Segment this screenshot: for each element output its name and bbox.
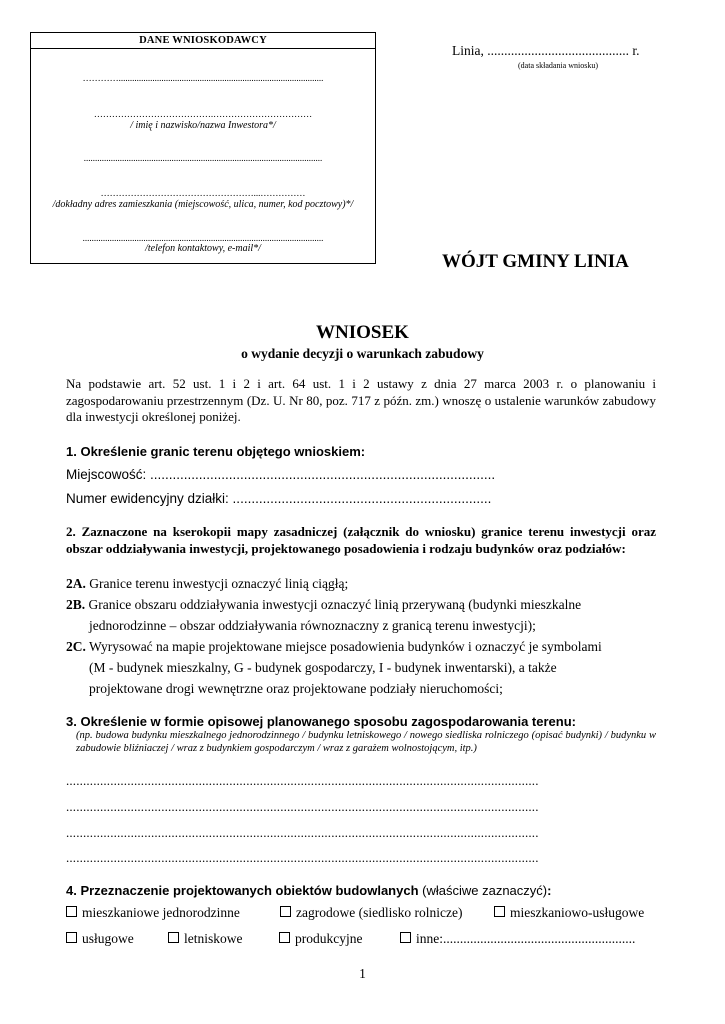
option-residential-service[interactable] [494,905,644,921]
point-2b-text-cont: jednorodzinne – obszar oddziaływania równoznaczny z granicą terenu inwestycji); [89,618,536,633]
section4-heading [66,883,551,898]
intro-text: Na podstawie art. 52 ust. 1 i 2 i art. 64 ust. 1 i 2 ustawy z dnia 27 marca 2003 r. o planowaniu i zagospodarowaniu przestrzennym (Dz. U. Nr 80, poz. 717 z późn. zm.) wnoszę o ustalenie warunków zabudowy dla inwestycji określonej poniżej. [66,376,656,424]
checkbox-icon[interactable] [280,906,291,917]
purpose-options-row-2 [66,931,656,949]
description-line-2[interactable]: ........................................................................................................................................... [66,799,539,814]
option-label: usługowe [82,931,134,946]
applicant-name-caption: / imię i nazwisko/nazwa Inwestora*/ [130,120,276,131]
applicant-address-field-line2[interactable]: ……………………………………………...…………… [100,188,306,198]
option-farmstead[interactable] [280,905,462,921]
parcel-number-field[interactable]: Numer ewidencyjny działki: ..................................................................... [66,491,492,506]
document-subtitle: o wydanie decyzji o warunkach zabudowy [241,346,484,361]
point-2b-text: Granice obszaru oddziaływania inwestycji oznaczyć linią przerywaną (budynki mieszkalne [88,597,582,612]
checkbox-icon[interactable] [279,932,290,943]
point-2c-text: Wyrysować na mapie projektowane miejsce posadowienia budynków i oznaczyć je symbolami [89,639,602,654]
option-production[interactable] [279,931,362,947]
option-service[interactable] [66,931,134,947]
checkbox-icon[interactable] [494,906,505,917]
description-line-4[interactable]: ........................................................................................................................................... [66,850,539,865]
date-caption: (data składania wniosku) [518,61,598,70]
option-label: mieszkaniowo-usługowe [510,905,645,920]
section4-heading-note: (właściwe zaznaczyć) [418,883,548,898]
checkbox-icon[interactable] [400,932,411,943]
applicant-address-field-line1[interactable]: .......................................................................................................... [83,153,323,163]
applicant-phone-field[interactable]: ........................................................................................................... [82,233,324,243]
page-number: 1 [359,966,366,981]
point-2b [66,594,656,636]
section4-heading-text: 4. Przeznaczenie projektowanych obiektów budowlanych [66,883,419,898]
description-line-3[interactable]: ........................................................................................................................................... [66,825,539,840]
option-label: produkcyjne [295,931,363,946]
applicant-name-field-line2[interactable]: ………………………………….…………………………… [93,109,313,119]
checkbox-icon[interactable] [66,932,77,943]
description-line-1[interactable]: ........................................................................................................................................... [66,773,539,788]
option-other[interactable] [400,931,635,947]
place-date-field[interactable]: Linia, .......................................... r. [452,43,640,58]
document-title: WNIOSEK [316,322,409,343]
purpose-options-row-1 [66,905,656,923]
section2-heading [66,524,656,557]
point-2c-label: 2C. [66,639,86,654]
locality-field[interactable]: Miejscowość: ............................................................................................ [66,467,496,482]
point-2a-text: Granice terenu inwestycji oznaczyć linią ciągłą; [89,576,349,591]
option-label: inne:......................................................... [416,931,636,946]
section4-heading-colon: : [547,883,552,898]
option-label: zagrodowe (siedlisko rolnicze) [296,905,463,920]
applicant-address-caption: /dokładny adres zamieszkania (miejscowość, ulica, numer, kod pocztowy)*/ [52,199,354,210]
point-2c [66,636,656,699]
applicant-box-header: DANE WNIOSKODAWCY [31,33,375,49]
point-2b-label: 2B. [66,597,86,612]
section3-heading: 3. Określenie w formie opisowej planowanego sposobu zagospodarowania terenu: [66,714,576,729]
point-2c-text-cont1: (M - budynek mieszkalny, G - budynek gospodarczy, I - budynek inwentarski), a także [89,660,557,675]
section2-heading-text: 2. Zaznaczone na kserokopii mapy zasadniczej (załącznik do wniosku) granice terenu inwestycji oraz obszar oddziaływania inwestycji, projektowanego posadowienia i rodzaju budynków oraz podziałów: [66,524,656,556]
intro-paragraph [66,376,656,426]
option-single-family[interactable] [66,905,240,921]
point-2a-label: 2A. [66,576,86,591]
option-holiday[interactable] [168,931,243,947]
option-label: letniskowe [184,931,243,946]
checkbox-icon[interactable] [168,932,179,943]
applicant-name-field-line1[interactable]: …………........................................................................................... [82,73,324,83]
applicant-data-box [30,32,376,264]
section3-note: (np. budowa budynku mieszkalnego jednorodzinnego / budynku letniskowego / nowego siedliska rolniczego (opisać budynki) / budynku w zabudowie bliźniaczej / wraz z budynkiem gospodarczym / wraz z garażem wolnostojącym, itp.) [76,730,656,754]
applicant-phone-caption: /telefon kontaktowy, e-mail*/ [145,243,261,254]
point-2a [66,573,656,594]
addressee: WÓJT GMINY LINIA [442,251,629,272]
point-2c-text-cont2: projektowane drogi wewnętrzne oraz projektowane podziały nieruchomości; [89,681,503,696]
checkbox-icon[interactable] [66,906,77,917]
section1-heading: 1. Określenie granic terenu objętego wnioskiem: [66,444,366,459]
option-label: mieszkaniowe jednorodzinne [82,905,240,920]
